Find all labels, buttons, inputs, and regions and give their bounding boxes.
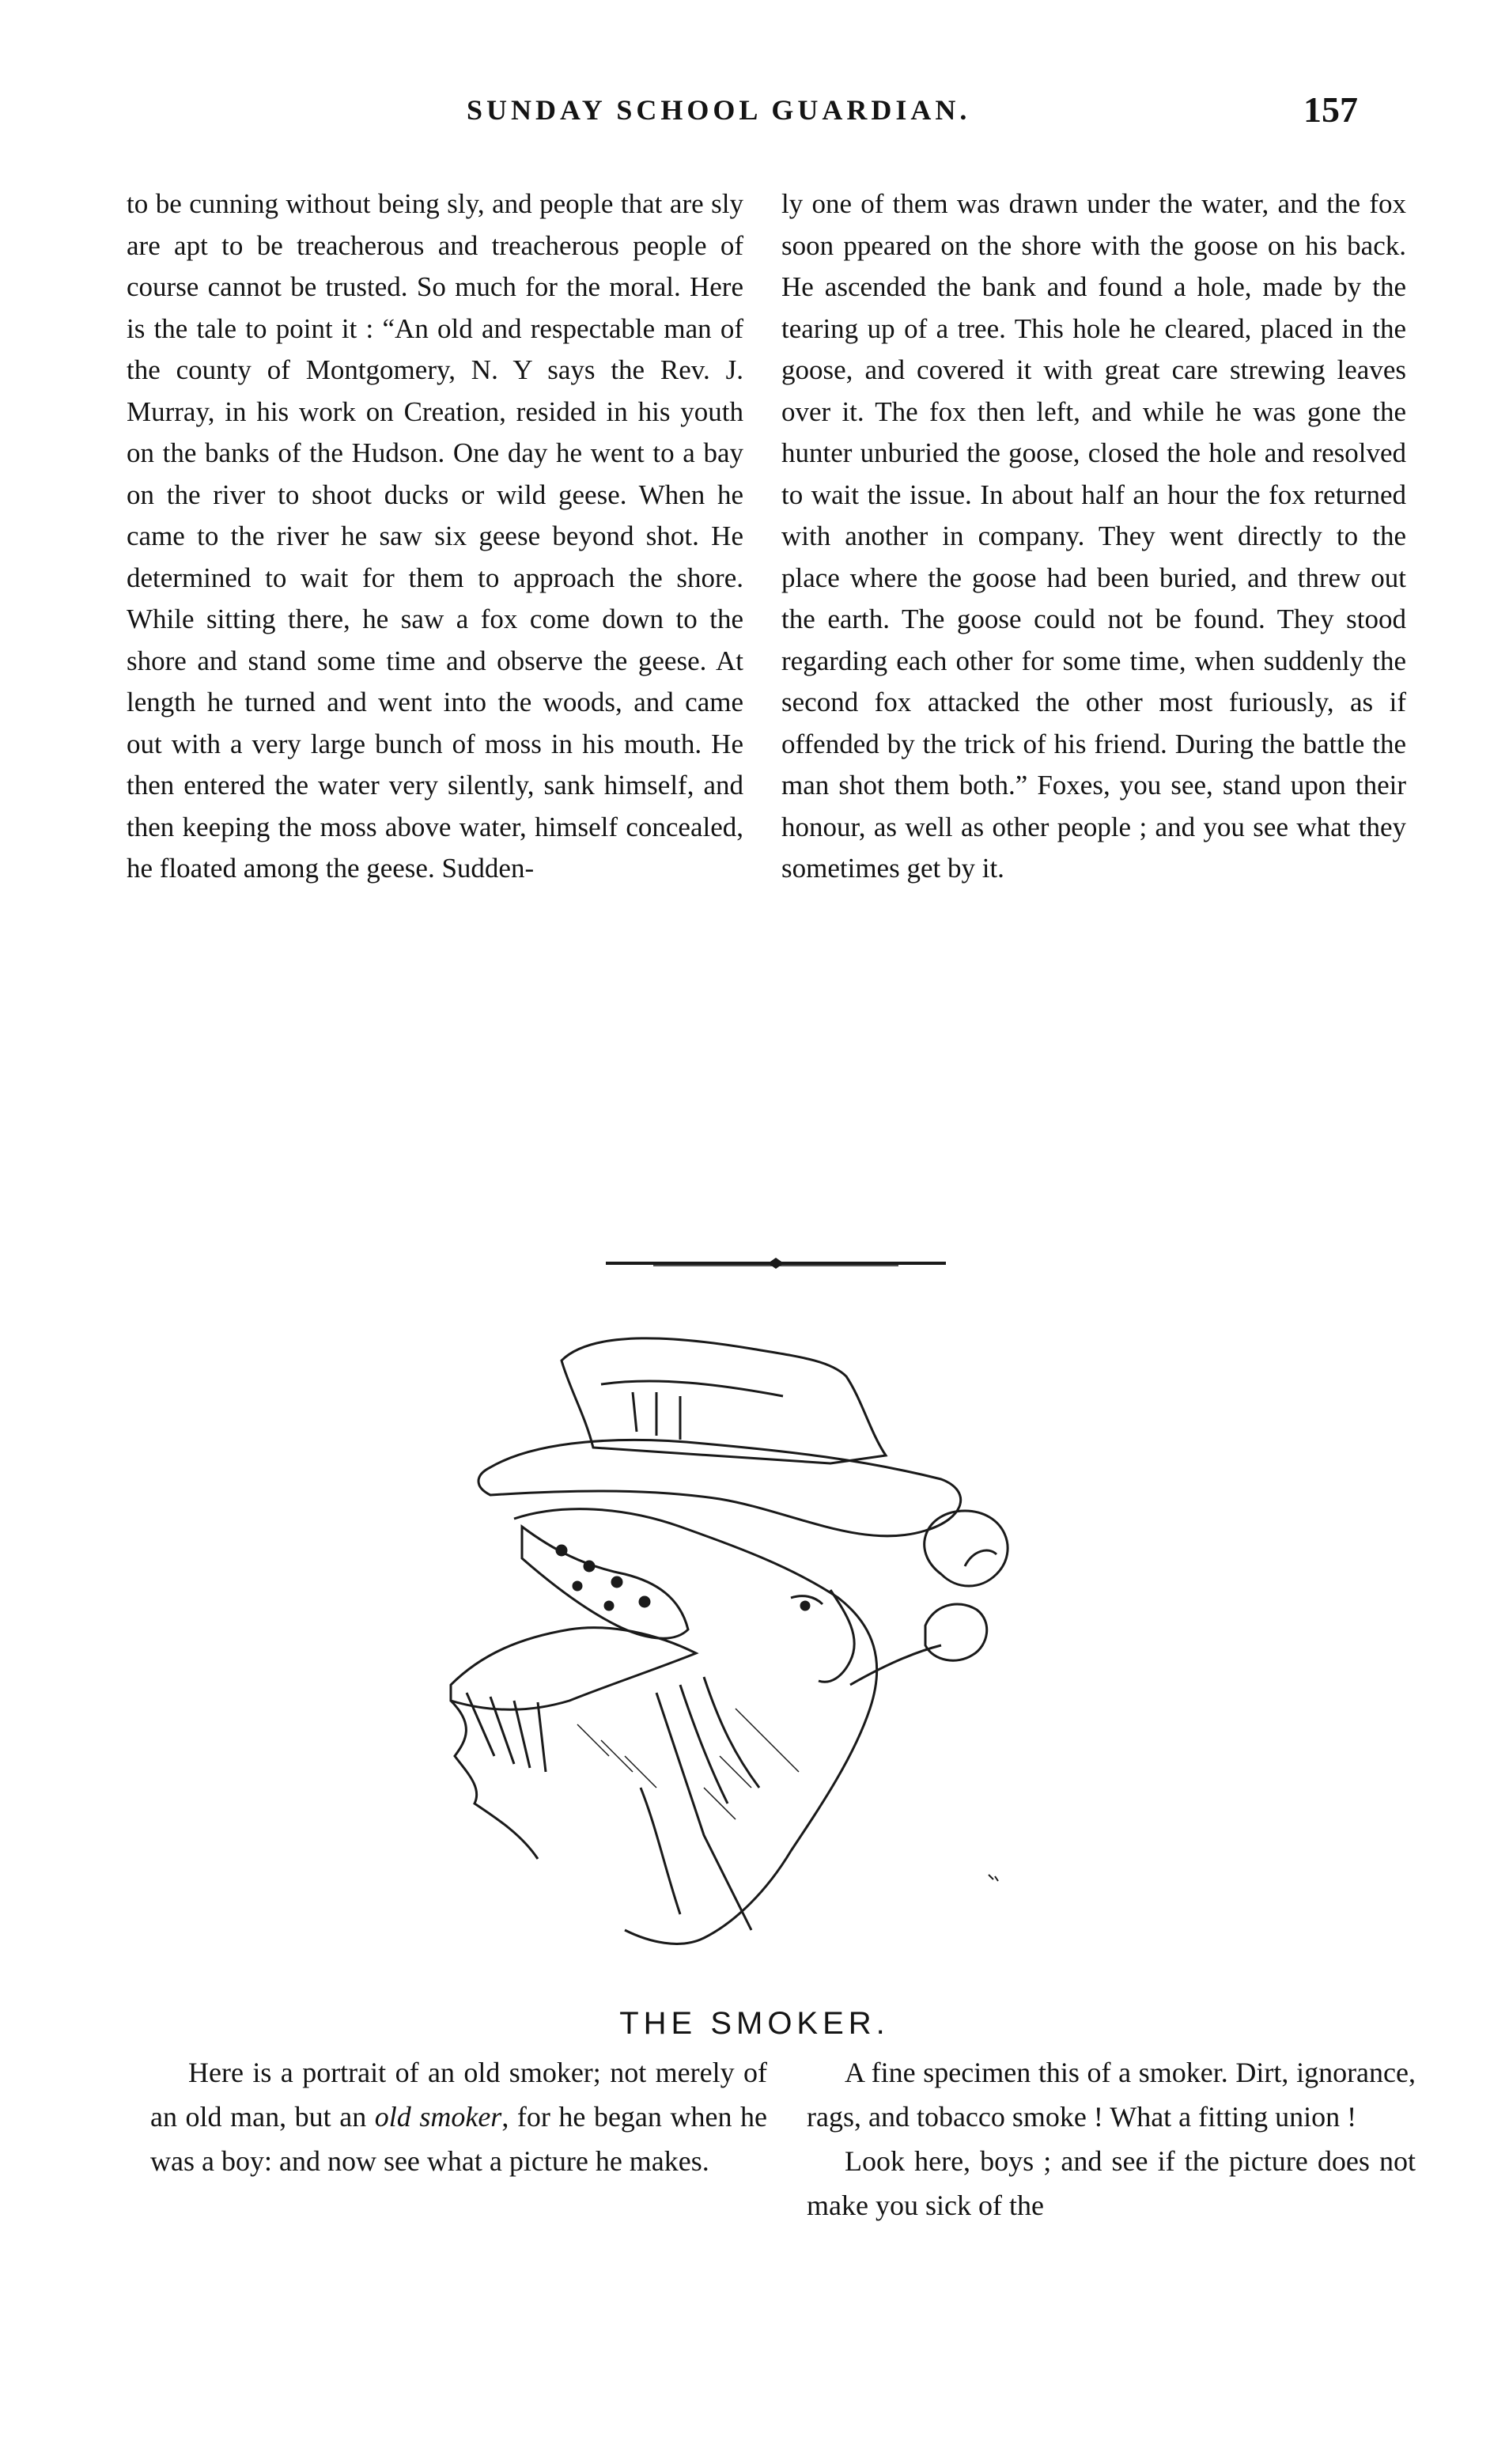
smoker-portrait-icon xyxy=(419,1313,1115,1985)
smoker-paragraph-1: A fine specimen this of a smoker. Dirt, ignorance, rags, and tobacco smoke ! What a fitting union ! xyxy=(807,2057,1416,2133)
smoker-text-after: , for he began when he was a boy: and now see what a picture he makes. xyxy=(150,2101,767,2177)
smoker-emphasis: old smoker xyxy=(374,2101,502,2133)
smoker-paragraph-2: Look here, boys ; and see if the picture does not make you sick of the xyxy=(807,2145,1416,2221)
page-number: 157 xyxy=(1303,89,1358,130)
running-head: SUNDAY SCHOOL GUARDIAN. xyxy=(467,94,971,126)
article-column-left: to be cunning without being sly, and people that are sly are apt to be treacherous and treacherous people of course cannot be trusted. So much for the moral. Here is the tale to point it : “An old and respectable man of the county of Montgomery, N. Y says the Rev. J. Murray, in his work on Creation, resided in his youth on the banks of the Hudson. One day he went to a bay on the river to shoot ducks or wild geese. When he came to the river he saw six geese beyond shot. He determined to wait for them to approach the shore. While sitting there, he saw a fox come down to the shore and stand some time and observe the geese. At length he turned and went into the woods, and came out with a very large bunch of moss in his mouth. He then entered the water very silently, sank himself, and then keeping the moss above water, himself concealed, he floated among the geese. Sudden- xyxy=(127,188,743,884)
smoker-column-right xyxy=(807,2050,1416,2227)
smoker-text-before: Here is a portrait of an old smoker; not merely of an old man, but an xyxy=(150,2057,767,2133)
smoker-column-left xyxy=(150,2050,767,2183)
ornamental-divider xyxy=(606,1255,946,1271)
section-title: THE SMOKER. xyxy=(619,2006,890,2041)
article-column-right: ly one of them was drawn under the water, and the fox soon ppeared on the shore with the goose on his back. He ascended the bank and found a hole, made by the tearing up of a tree. This hole he cleared, placed in the goose, and covered it with great care strewing leaves over it. The fox then left, and while he was gone the hunter unburied the goose, closed the hole and resolved to wait the issue. In about half an hour the fox returned with another in company. They went directly to the place where the goose had been buried, and threw out the earth. The goose could not be found. They stood regarding each other for some time, when suddenly the second fox attacked the other most furiously, as if offended by the trick of his friend. During the battle the man shot them both.” Foxes, you see, stand upon their honour, as well as other people ; and you see what they sometimes get by it. xyxy=(781,188,1406,884)
